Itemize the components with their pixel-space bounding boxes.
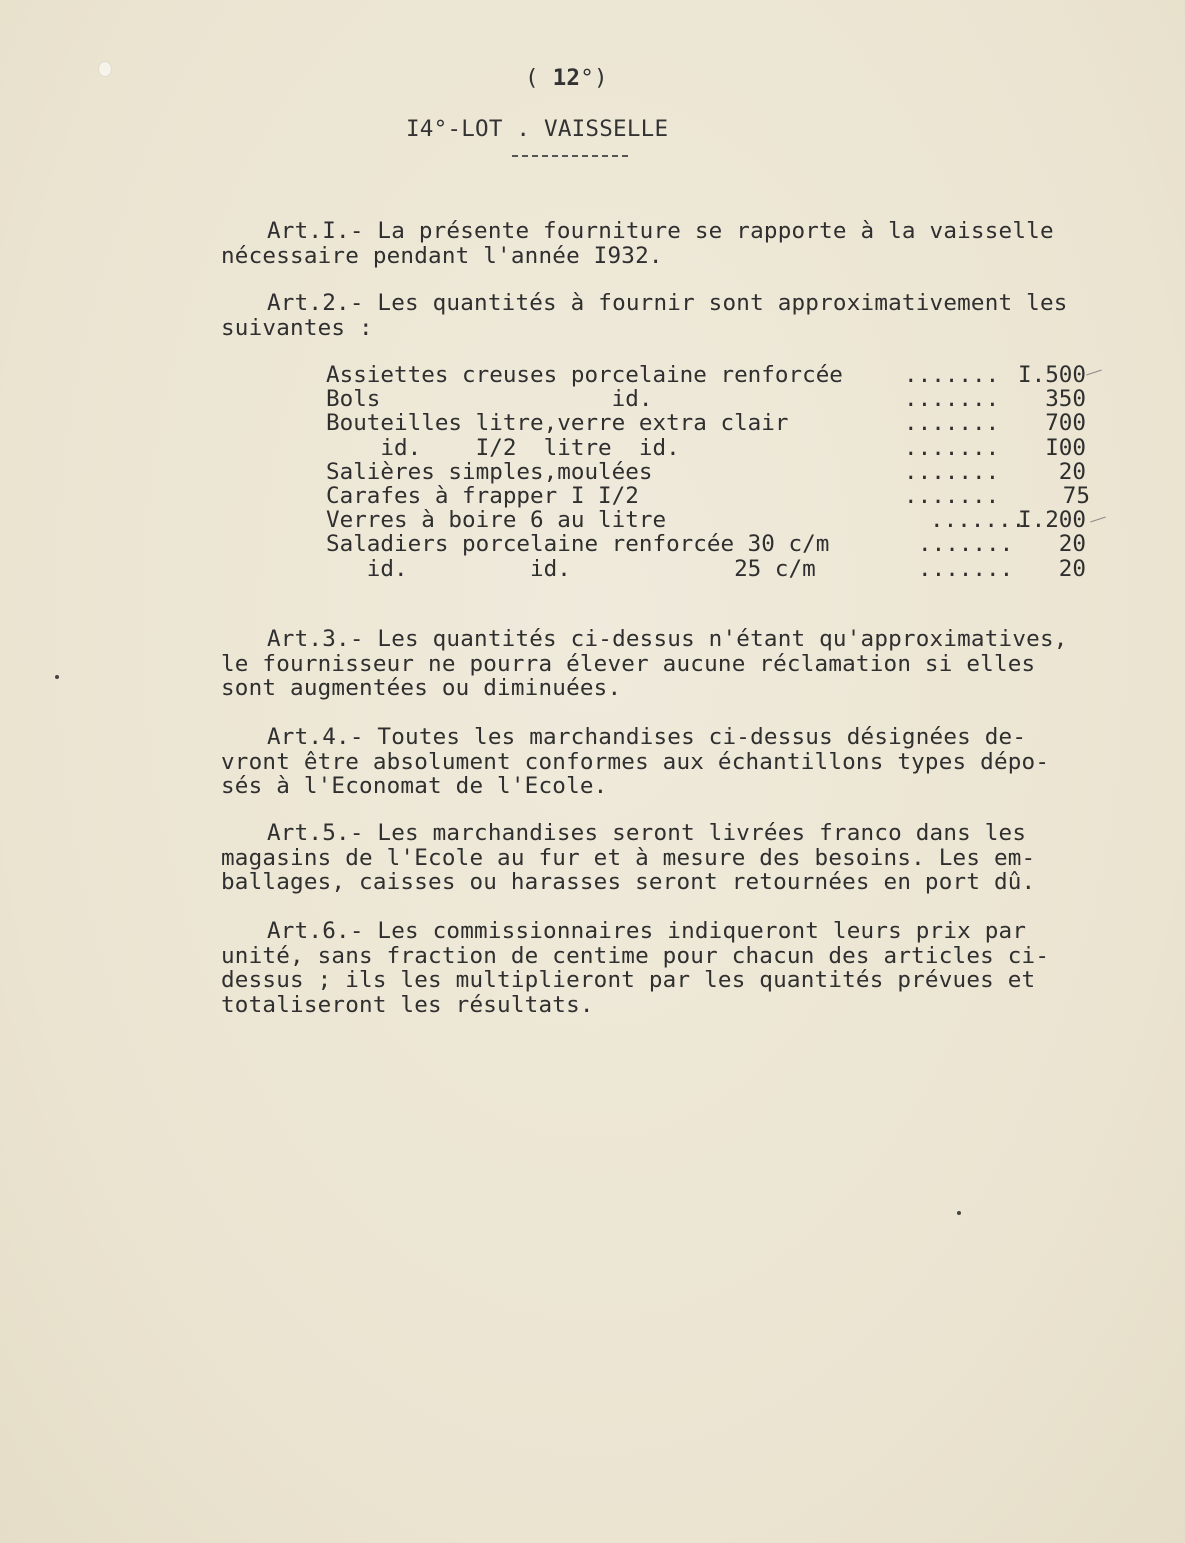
item-quantity: 20 — [1058, 555, 1086, 582]
list-item — [326, 363, 1106, 387]
text-line: magasins de l'Ecole au fur et à mesure des besoins. Les em- — [221, 844, 1036, 871]
item-label: id. I/2 litre id. — [326, 434, 680, 461]
title-underline — [512, 155, 628, 157]
item-label: Carafes à frapper I I/2 — [326, 482, 639, 509]
list-item — [326, 411, 1106, 435]
item-label: Bouteilles litre,verre extra clair — [326, 410, 789, 437]
item-leader: ....... — [904, 386, 1000, 413]
item-quantity: 20 — [1058, 458, 1086, 485]
paper-speck — [957, 1211, 961, 1215]
article-4 — [221, 725, 1141, 799]
item-leader: ....... — [904, 458, 1000, 485]
item-leader: ....... — [904, 362, 1000, 388]
article-3 — [221, 627, 1141, 701]
list-item — [326, 436, 1106, 460]
text-line: dessus ; ils les multiplieront par les quantités prévues et — [221, 967, 1036, 993]
item-quantity: 20 — [1058, 531, 1086, 558]
article-2 — [221, 291, 1141, 340]
item-label: Salières simples,moulées — [326, 458, 653, 485]
item-quantity: I00 — [1045, 434, 1086, 461]
item-leader: ....... — [904, 410, 1000, 437]
text-line: le fournisseur ne pourra élever aucune réclamation si elles — [221, 650, 1036, 677]
paper-speck — [55, 675, 59, 679]
text-line: Art.5.- Les marchandises seront livrées franco dans les — [267, 820, 1027, 846]
item-quantity: I.500 — [1017, 362, 1086, 388]
text-line: Art.I.- La présente fourniture se rapporte à la vaisselle — [267, 218, 1054, 244]
text-line: ballages, caisses ou harasses seront retournées en port dû. — [221, 869, 1036, 895]
article-1 — [221, 219, 1141, 268]
text-line: totaliseront les résultats. — [221, 991, 594, 1018]
text-line: sés à l'Economat de l'Ecole. — [221, 773, 608, 799]
item-label: Saladiers porcelaine renforcée 30 c/m — [326, 531, 830, 558]
item-leader: ....... — [918, 531, 1014, 558]
list-item — [326, 532, 1106, 556]
item-quantity: 700 — [1045, 410, 1086, 437]
text-line: suivantes : — [221, 314, 373, 341]
item-label: Verres à boire 6 au litre — [326, 507, 667, 534]
item-quantity: 350 — [1045, 386, 1086, 413]
page-title: I4°-LOT . VAISSELLE — [406, 116, 669, 142]
list-item — [326, 484, 1106, 508]
text-line: Art.6.- Les commissionnaires indiqueront leurs prix par — [267, 918, 1027, 944]
items-list — [326, 363, 1106, 581]
text-line: Art.4.- Toutes les marchandises ci-dessus désignées de- — [267, 724, 1027, 750]
list-item — [326, 460, 1106, 484]
page-number: ( 12°) — [525, 65, 608, 91]
item-label: id. id. 25 c/m — [326, 555, 816, 582]
item-quantity: 75 — [1062, 482, 1090, 509]
item-quantity: I.200 — [1017, 507, 1086, 534]
item-leader: ....... — [918, 555, 1014, 582]
article-6 — [221, 919, 1141, 1017]
item-leader: ....... — [904, 434, 1000, 461]
item-label: Bols id. — [326, 386, 653, 413]
item-label: Assiettes creuses porcelaine renforcée — [326, 362, 843, 388]
text-line: sont augmentées ou diminuées. — [221, 675, 622, 701]
list-item — [326, 387, 1106, 411]
list-item — [326, 557, 1106, 581]
text-line: Art.3.- Les quantités ci-dessus n'étant qu'approximatives, — [267, 626, 1068, 652]
list-item — [326, 508, 1106, 532]
paper-hole-mark — [99, 62, 111, 76]
item-leader: ....... — [930, 507, 1026, 534]
text-line: Art.2.- Les quantités à fournir sont approximativement les — [267, 290, 1068, 316]
article-5 — [221, 821, 1141, 895]
text-line: vront être absolument conformes aux échantillons types dépo- — [221, 748, 1050, 775]
text-line: nécessaire pendant l'année I932. — [221, 242, 663, 269]
item-leader: ....... — [904, 482, 1000, 509]
text-line: unité, sans fraction de centime pour chacun des articles ci- — [221, 942, 1050, 969]
